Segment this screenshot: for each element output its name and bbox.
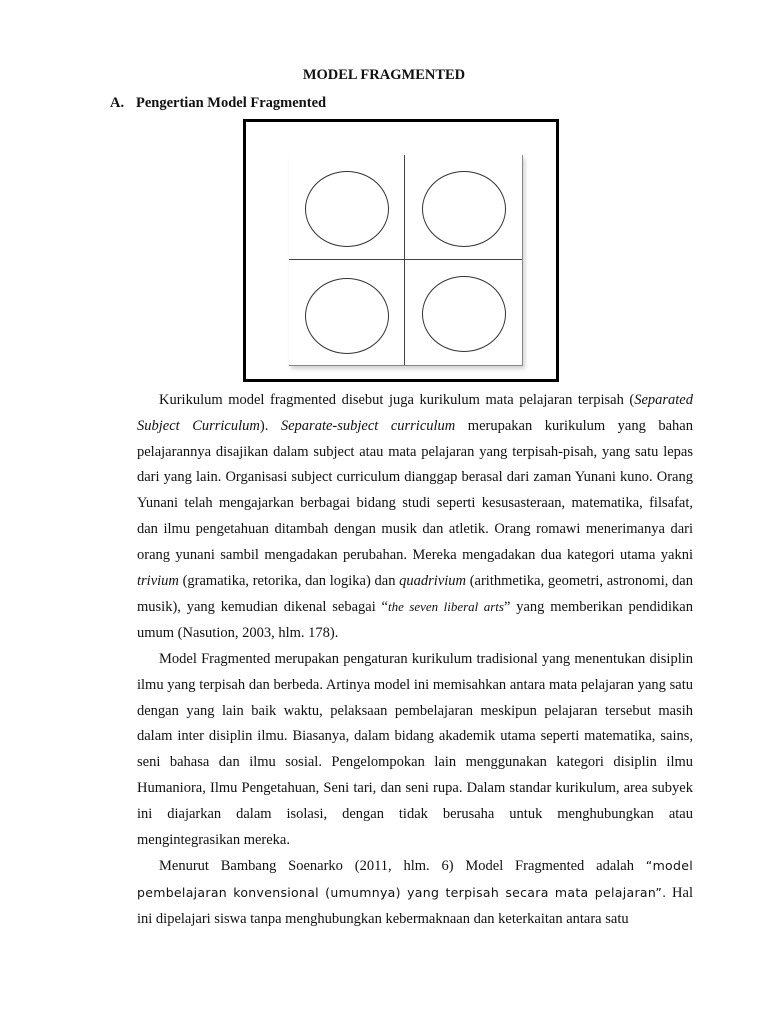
- circle-top-right: [422, 171, 506, 247]
- p3-text: Menurut Bambang Soenarko (2011, hlm. 6) Model Fragmented adalah: [159, 858, 646, 875]
- p1-term-liberal-arts: the seven liberal arts: [387, 599, 504, 615]
- p1-term-separated: Separated Subject Curriculum: [137, 392, 693, 434]
- section-heading: [110, 95, 326, 112]
- p3-text: Hal ini dipelajari siswa tanpa menghubungkan kebermaknaan dan keterkaitan antara satu: [137, 885, 693, 927]
- circle-bottom-left: [305, 278, 389, 354]
- p1-term-separate-subject: Separate-subject curriculum: [280, 417, 456, 434]
- grid-divider-vertical: [404, 155, 405, 365]
- p1-text: ” yang memberikan pendidikan umum (Nasution, 2003, hlm. 178).: [137, 599, 693, 642]
- circle-top-left: [305, 171, 389, 247]
- section-letter: A.: [110, 95, 125, 111]
- p1-text: (arithmetika, geometri, astronomi, dan musik), yang kemudian dikenal sebagai “: [137, 572, 693, 616]
- paragraph-3: [137, 853, 693, 932]
- page-title: MODEL FRAGMENTED: [302, 67, 466, 83]
- p1-text: ).: [259, 417, 281, 434]
- p1-term-trivium: trivium: [137, 572, 179, 589]
- body-text: [137, 388, 693, 933]
- circle-bottom-right: [422, 276, 506, 352]
- quadrant-grid: [289, 155, 523, 366]
- p1-text: (gramatika, retorika, dan logika) dan: [178, 572, 400, 589]
- paragraph-1: [137, 388, 693, 647]
- p1-term-quadrivium: quadrivium: [399, 572, 467, 589]
- paragraph-2: Model Fragmented merupakan pengaturan kurikulum tradisional yang menentukan disiplin ilmu yang terpisah dan berbeda. Artinya model ini memisahkan antara mata pelajaran yang satu dengan yang lain baik waktu, pelaksaan pembelajaran meskipun pelajaran tersebut masih dalam inter disiplin ilmu. Biasanya, dalam bidang akademik utama seperti matematika, sains, seni bahasa dan ilmu sosial. Pengelompokan lain menggunakan kategori disiplin ilmu Humaniora, Ilmu Pengetahuan, Seni tari, dan seni rupa. Dalam standar kurikulum, area subyek ini diajarkan dalam isolasi, dengan tidak berusaha untuk menghubungkan atau mengintegrasikan mereka.: [137, 650, 693, 848]
- section-heading-text: Pengertian Model Fragmented: [136, 95, 327, 111]
- p1-text: Kurikulum model fragmented disebut juga kurikulum mata pelajaran terpisah (: [159, 392, 635, 408]
- grid-divider-horizontal: [289, 259, 522, 260]
- p1-text: merupakan kurikulum yang bahan pelajarannya disajikan dalam subject atau mata pelajaran yang terpisah-pisah, yang satu lepas dari yang lain. Organisasi subject curriculum dianggap berasal dari zaman Yunani kuno. Orang Yunani telah mengajarkan berbagai bidang studi seperti kesusasteraan, matematika, filsafat, dan ilmu pengetahuan ditambah dengan musik dan atletik. Orang romawi menerimanya dari orang yunani sambil mengadakan perubahan. Mereka mengadakan dua kategori utama yakni: [137, 417, 693, 563]
- fragmented-model-figure: [243, 119, 559, 382]
- p3-quote: “model pembelajaran konvensional (umumnya) yang terpisah secara mata pelajaran”.: [137, 858, 693, 901]
